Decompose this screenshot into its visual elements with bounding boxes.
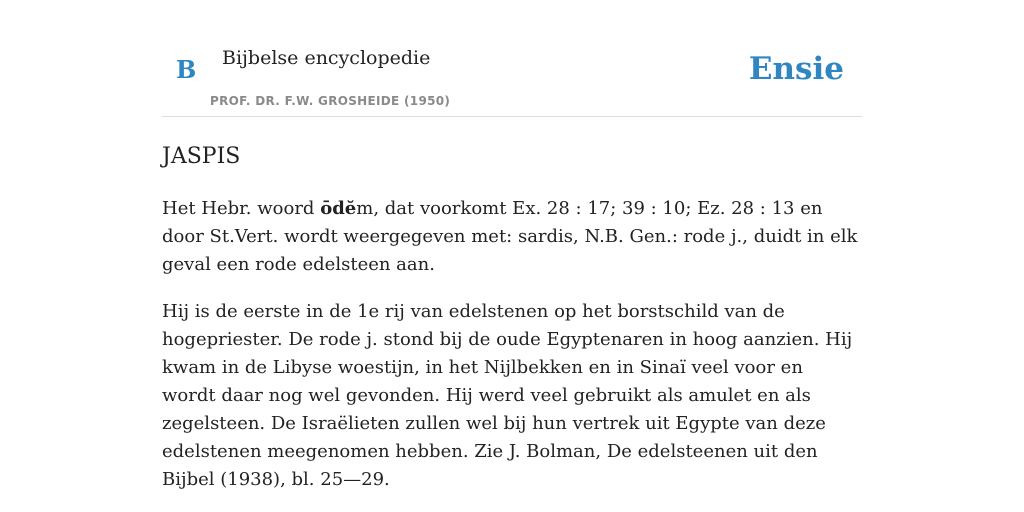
- entry-paragraph-1: [162, 195, 862, 279]
- page-container: [162, 0, 862, 494]
- brand-logo[interactable]: Ensie: [748, 51, 844, 87]
- entry-paragraph-2: Hij is de eerste in de 1e rij van edelstenen op het borstschild van de hogepriester. De rode j. stond bij de oude Egyptenaren in hoog aanzien. Hij kwam in de Libyse woestijn, in het Nijlbekken en in Sinaï veel voor en wordt daar nog wel gevonden. Hij werd veel gebruikt als amulet en als zegelsteen. De Israëlieten zullen wel bij hun vertrek uit Egypte van deze edelstenen meegenomen hebben. Zie J. Bolman, De edelsteenen uit den Bijbel (1938), bl. 25—29.: [162, 301, 853, 490]
- encyclopedia-title[interactable]: Bijbelse encyclopedie: [222, 47, 431, 69]
- encyclopedia-author: PROF. DR. F.W. GROSHEIDE (1950): [210, 94, 451, 108]
- paragraph-text: Het Hebr. woord: [162, 198, 321, 219]
- hebrew-term-rest: m: [356, 198, 374, 219]
- header: [162, 0, 862, 117]
- paragraph-text: , dat voorkomt Ex. 28 : 17; 39 : 10; Ez. 28 : 13 en door St.Vert. wordt weergegeven met: sardis, N.B. Gen.: rode j., duidt in elk geval een rode edelsteen aan.: [162, 198, 858, 275]
- hebrew-term-bold: ōdĕ: [320, 198, 357, 219]
- entry-title: JASPIS: [162, 144, 241, 169]
- encyclopedia-logo[interactable]: B: [176, 55, 197, 84]
